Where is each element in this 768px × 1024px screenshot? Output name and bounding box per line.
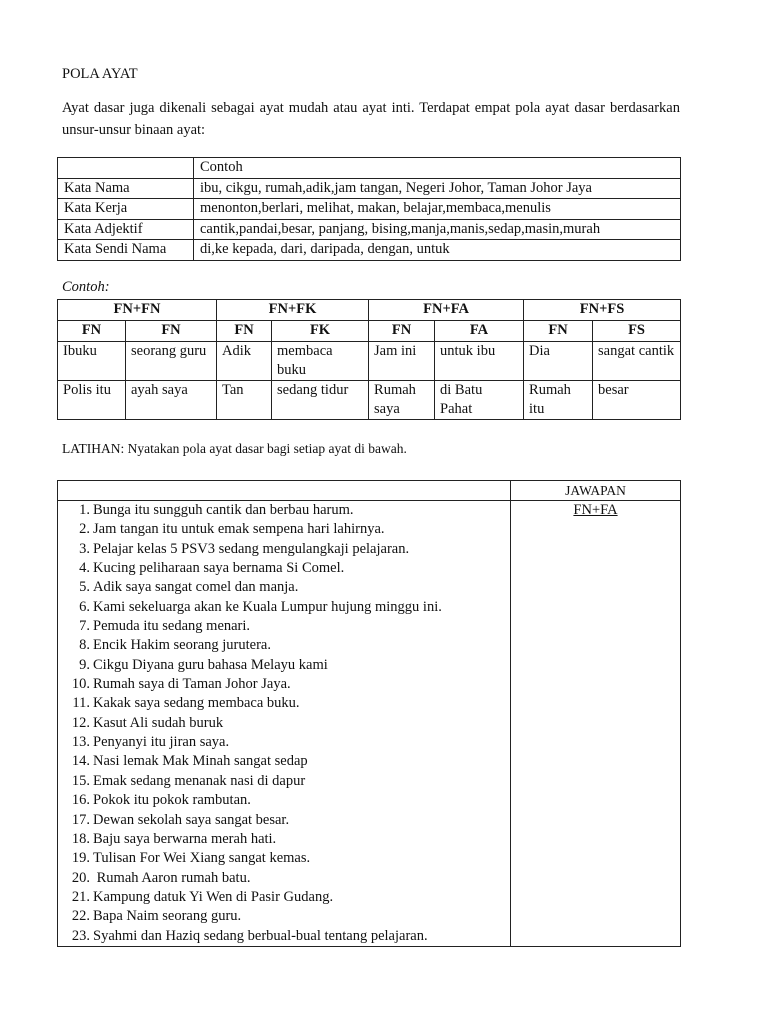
table-cell: Tan <box>217 381 272 420</box>
question-number: 15. <box>71 772 90 789</box>
questions-cell <box>58 501 511 947</box>
question-number: 3. <box>79 540 90 557</box>
table-cell: di,ke kepada, dari, daripada, dengan, untuk <box>194 240 681 261</box>
table-row <box>58 240 681 261</box>
table-cell: ayah saya <box>126 381 217 420</box>
question-number: 8. <box>79 637 90 654</box>
question-number: 18. <box>71 830 90 847</box>
group-header: FN+FN <box>58 300 217 321</box>
question-text: Syahmi dan Haziq sedang berbual-bual tentang pelajaran. <box>93 927 428 944</box>
table-cell: Rumah saya <box>369 381 435 420</box>
table-row <box>58 178 681 199</box>
table-row <box>58 321 681 342</box>
table-cell: Jam ini <box>369 342 435 381</box>
table-cell: ibu, cikgu, rumah,adik,jam tangan, Negeri Johor, Taman Johor Jaya <box>194 178 681 199</box>
question-number: 23. <box>71 927 90 944</box>
question-number: 17. <box>71 811 90 828</box>
question-number: 21. <box>71 888 90 905</box>
question-number: 13. <box>71 734 90 751</box>
list-item <box>58 694 510 713</box>
list-item <box>58 849 510 868</box>
table-row <box>58 199 681 220</box>
list-item <box>58 656 510 675</box>
sentence-pattern-table <box>57 299 681 420</box>
column-header: FN <box>217 321 272 342</box>
question-text: Nasi lemak Mak Minah sangat sedap <box>93 753 308 770</box>
table-cell <box>58 158 194 179</box>
question-number: 1. <box>79 502 90 518</box>
table-row <box>58 501 681 947</box>
page-title: POLA AYAT <box>62 66 138 82</box>
table-cell: menonton,berlari, melihat, makan, belajar,membaca,menulis <box>194 199 681 220</box>
table-row <box>58 481 681 501</box>
list-item <box>58 636 510 655</box>
list-item <box>58 869 510 888</box>
question-text: Baju saya berwarna merah hati. <box>93 830 277 847</box>
group-header: FN+FS <box>524 300 681 321</box>
question-text: Bapa Naim seorang guru. <box>93 908 242 925</box>
column-header: FN <box>369 321 435 342</box>
table-cell: untuk ibu <box>435 342 524 381</box>
question-text: Pokok itu pokok rambutan. <box>93 792 251 809</box>
question-number: 16. <box>71 792 90 809</box>
column-header: FS <box>593 321 681 342</box>
answer-header: JAWAPAN <box>511 481 681 501</box>
question-number: 6. <box>79 598 90 615</box>
list-item <box>58 791 510 810</box>
intro-paragraph: Ayat dasar juga dikenali sebagai ayat mudah atau ayat inti. Terdapat empat pola ayat dasar berdasarkan unsur-unsur binaan ayat: <box>62 100 680 138</box>
question-text: Dewan sekolah saya sangat besar. <box>93 811 290 828</box>
question-text: Rumah saya di Taman Johor Jaya. <box>93 676 291 693</box>
table-cell: cantik,pandai,besar, panjang, bising,manja,manis,sedap,masin,murah <box>194 219 681 240</box>
question-text: Tulisan For Wei Xiang sangat kemas. <box>93 850 311 867</box>
table-cell: Ibuku <box>58 342 126 381</box>
list-item <box>58 830 510 849</box>
question-text: Rumah Aaron rumah batu. <box>93 869 251 886</box>
example-label: Contoh: <box>62 279 110 295</box>
table-row <box>58 342 681 381</box>
table-cell: sangat cantik <box>593 342 681 381</box>
list-item <box>58 907 510 926</box>
question-text: Encik Hakim seorang jurutera. <box>93 637 271 654</box>
question-number: 2. <box>79 521 90 538</box>
question-number: 5. <box>79 579 90 596</box>
list-item <box>58 811 510 830</box>
table-cell: Kata Adjektif <box>58 219 194 240</box>
table-cell: Kata Sendi Nama <box>58 240 194 261</box>
list-item <box>58 540 510 559</box>
table-cell: seorang guru <box>126 342 217 381</box>
table-row <box>58 381 681 420</box>
column-header: FN <box>58 321 126 342</box>
column-header: FK <box>272 321 369 342</box>
group-header: FN+FA <box>369 300 524 321</box>
question-number: 4. <box>79 560 90 577</box>
question-number: 22. <box>71 908 90 925</box>
question-number: 19. <box>71 850 90 867</box>
table-cell: membaca buku <box>272 342 369 381</box>
list-item <box>58 772 510 791</box>
list-item <box>58 617 510 636</box>
question-text: Pelajar kelas 5 PSV3 sedang mengulangkaji pelajaran. <box>93 540 410 557</box>
list-item <box>58 578 510 597</box>
question-text: Kasut Ali sudah buruk <box>93 714 224 731</box>
table-cell: Contoh <box>194 158 681 179</box>
question-number: 12. <box>71 714 90 731</box>
question-number: 20. <box>71 869 90 886</box>
table-cell: Polis itu <box>58 381 126 420</box>
table-row <box>58 158 681 179</box>
list-item <box>58 752 510 771</box>
list-item <box>58 675 510 694</box>
word-class-table <box>57 157 681 261</box>
question-text: Kami sekeluarga akan ke Kuala Lumpur hujung minggu ini. <box>93 598 442 615</box>
list-item <box>58 559 510 578</box>
column-header: FA <box>435 321 524 342</box>
list-item <box>58 733 510 752</box>
question-number: 7. <box>79 618 90 635</box>
list-item <box>58 927 510 946</box>
question-text: Adik saya sangat comel dan manja. <box>93 579 299 596</box>
answer-cell[interactable] <box>511 501 681 947</box>
table-cell: Adik <box>217 342 272 381</box>
question-number: 11. <box>72 695 90 712</box>
question-text: Pemuda itu sedang menari. <box>93 618 251 635</box>
list-item <box>58 520 510 539</box>
question-text: Kampung datuk Yi Wen di Pasir Gudang. <box>93 888 334 905</box>
table-cell: Kata Kerja <box>58 199 194 220</box>
question-text: Emak sedang menanak nasi di dapur <box>93 772 306 789</box>
table-cell: sedang tidur <box>272 381 369 420</box>
question-number: 14. <box>71 753 90 770</box>
question-text: Kakak saya sedang membaca buku. <box>93 695 300 712</box>
column-header: FN <box>126 321 217 342</box>
table-cell: Dia <box>524 342 593 381</box>
list-item <box>58 501 510 520</box>
list-item <box>58 888 510 907</box>
table-cell <box>58 481 511 501</box>
table-cell: besar <box>593 381 681 420</box>
question-text: Kucing peliharaan saya bernama Si Comel. <box>93 560 345 577</box>
group-header: FN+FK <box>217 300 369 321</box>
table-row <box>58 219 681 240</box>
question-text: Cikgu Diyana guru bahasa Melayu kami <box>93 656 328 673</box>
question-number: 9. <box>79 656 90 673</box>
question-list <box>58 501 510 946</box>
table-cell: Rumah itu <box>524 381 593 420</box>
question-text: Penyanyi itu jiran saya. <box>93 734 230 751</box>
table-cell: di Batu Pahat <box>435 381 524 420</box>
answer-value: FN+FA <box>573 502 618 518</box>
question-text: Jam tangan itu untuk emak sempena hari lahirnya. <box>93 521 385 538</box>
question-text: Bunga itu sungguh cantik dan berbau harum. <box>93 502 354 518</box>
question-number: 10. <box>71 676 90 693</box>
list-item <box>58 598 510 617</box>
exercise-instruction: LATIHAN: Nyatakan pola ayat dasar bagi setiap ayat di bawah. <box>62 441 407 456</box>
exercise-table <box>57 480 681 947</box>
list-item <box>58 714 510 733</box>
table-cell: Kata Nama <box>58 178 194 199</box>
table-row <box>58 300 681 321</box>
column-header: FN <box>524 321 593 342</box>
